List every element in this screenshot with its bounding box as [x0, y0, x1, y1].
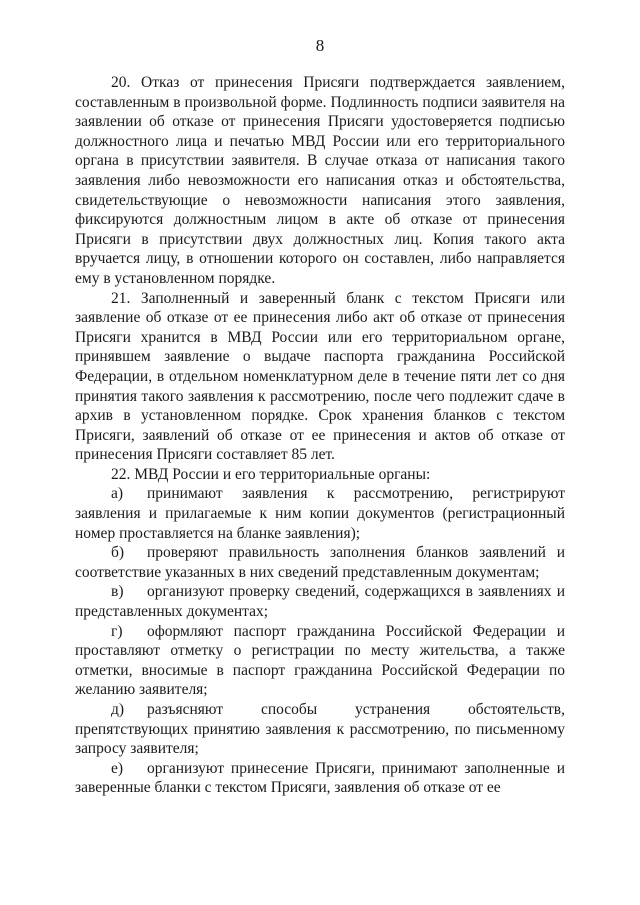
- document-body: [75, 73, 565, 798]
- paragraph-21: 21. Заполненный и заверенный бланк с текстом Присяги или заявление об отказе от ее принесения либо акт об отказе от принесения Присяги хранится в МВД России или его территориальном органе, принявшем заявление о выдаче паспорта гражданина Российской Федерации, в отдельном номенклатурном деле в течение пяти лет со дня принятия такого заявления к рассмотрению, после чего подлежит сдаче в архив в установленном порядке. Срок хранения бланков с текстом Присяги, заявлений об отказе от ее принесения и актов об отказе от принесения Присяги составляет 85 лет.: [75, 289, 565, 464]
- list-item-label: а): [111, 485, 124, 503]
- list-item-label: д): [111, 701, 125, 718]
- list-item-text: организуют проверку сведений, содержащихся в заявлениях и представленных документах;: [75, 583, 565, 621]
- list-item: [75, 622, 565, 700]
- list-item: [75, 582, 565, 621]
- page-number: 8: [315, 36, 325, 55]
- list-item: [75, 543, 565, 582]
- list-item-label: г): [111, 622, 123, 640]
- paragraph-22: 22. МВД России и его территориальные органы:: [111, 465, 431, 483]
- list-item-text: проверяют правильность заполнения бланков заявлений и соответствие указанных в них сведений представленным документам;: [75, 544, 565, 581]
- list-item-text: принимают заявления к рассмотрению, регистрируют заявления и прилагаемые к ним копии документов (регистрационный номер проставляется на бланке заявления);: [75, 485, 565, 542]
- list-item-label: в): [111, 583, 124, 601]
- list-item: [75, 484, 565, 543]
- list-item-label: б): [111, 544, 125, 562]
- paragraph-20: 20. Отказ от принесения Присяги подтверждается заявлением, составленным в произвольной форме. Подлинность подписи заявителя на заявлении об отказе от принесения Присяги удостоверяется подписью должностного лица и печатью МВД России или его территориального органа в присутствии заявителя. В случае отказа от написания такого заявления либо невозможности его написания отказ и обстоятельства, свидетельствующие о невозможности написания этого заявления, фиксируются должностным лицом в акте об отказе от принесения Присяги в присутствии двух должностных лиц. Копия такого акта вручается лицу, в отношении которого он составлен, либо направляется ему в установленном порядке.: [75, 74, 565, 287]
- list-item-label: е): [111, 759, 124, 777]
- list-item: [75, 700, 565, 759]
- list-item-text: разъясняют способы устранения обстоятельств, препятствующих принятию заявления к рассмотрению, по письменному запросу заявителя;: [75, 701, 565, 758]
- list-item-text: оформляют паспорт гражданина Российской Федерации и проставляют отметку о регистрации по месту жительства, а также отметки, вносимые в паспорт гражданина Российской Федерации по желанию заявителя;: [75, 622, 565, 699]
- list-item-text: организуют принесение Присяги, принимают заполненные и заверенные бланки с текстом Присяги, заявления об отказе от ее: [75, 759, 565, 797]
- list-item: [75, 759, 565, 798]
